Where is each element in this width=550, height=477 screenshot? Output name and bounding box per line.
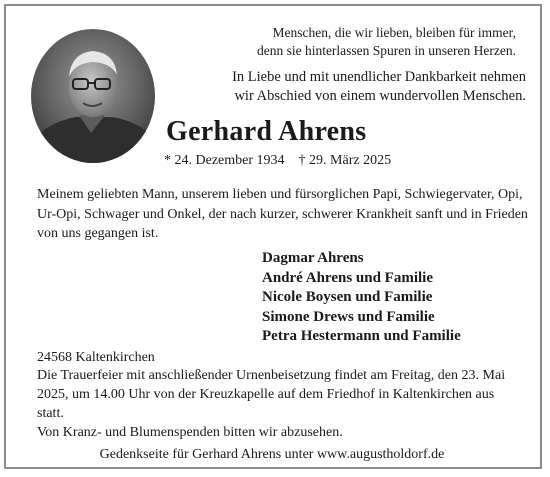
mourner: Nicole Boysen und Familie [262,289,433,306]
farewell-line-1: In Liebe und mit unendlicher Dankbarkeit nehmen [232,69,526,85]
mourner: André Ahrens und Familie [262,269,433,286]
birth-date: * 24. Dezember 1934 [164,153,285,168]
quote-line-2: denn sie hinterlassen Spuren in unseren Herzen. [256,43,516,58]
portrait-photo [31,29,155,163]
deceased-name: Gerhard Ahrens [166,116,367,147]
quote-line-1: Menschen, die wir lieben, bleiben für immer, [272,25,516,40]
life-dates [164,152,391,170]
farewell-text [196,68,526,106]
dedication-text: Meinem geliebten Mann, unserem lieben und fürsorglichen Papi, Schwiegervater, Opi, Ur-Opi, Schwager und Onkel, der nach kurzer, schwerer Krankheit sanft und in Frieden von uns gegangen ist. [37,187,528,241]
donations-note: Von Kranz- und Blumenspenden bitten wir abzusehen. [37,425,343,440]
mourner: Dagmar Ahrens [262,250,364,266]
portrait-image [31,29,155,163]
funeral-service-info: Die Trauerfeier mit anschließender Urnenbeisetzung findet am Freitag, den 23. Mai 2025, um 14.00 Uhr von der Kreuzkapelle auf dem Friedhof in Kaltenkirchen aus statt. [37,368,506,421]
memorial-page-link [6,446,540,464]
farewell-line-2: wir Abschied von einem wundervollen Menschen. [234,88,526,104]
mourner: Simone Drews und Familie [262,308,435,325]
mourner: Petra Hestermann und Familie [262,328,461,345]
death-date: † 29. März 2025 [298,153,392,168]
memorial-text: Gedenkseite für Gerhard Ahrens unter www.augustholdorf.de [99,447,445,462]
obituary-notice [4,4,542,469]
place: 24568 Kaltenkirchen [37,350,155,365]
mourners-list [262,249,461,347]
opening-quote [196,24,516,60]
